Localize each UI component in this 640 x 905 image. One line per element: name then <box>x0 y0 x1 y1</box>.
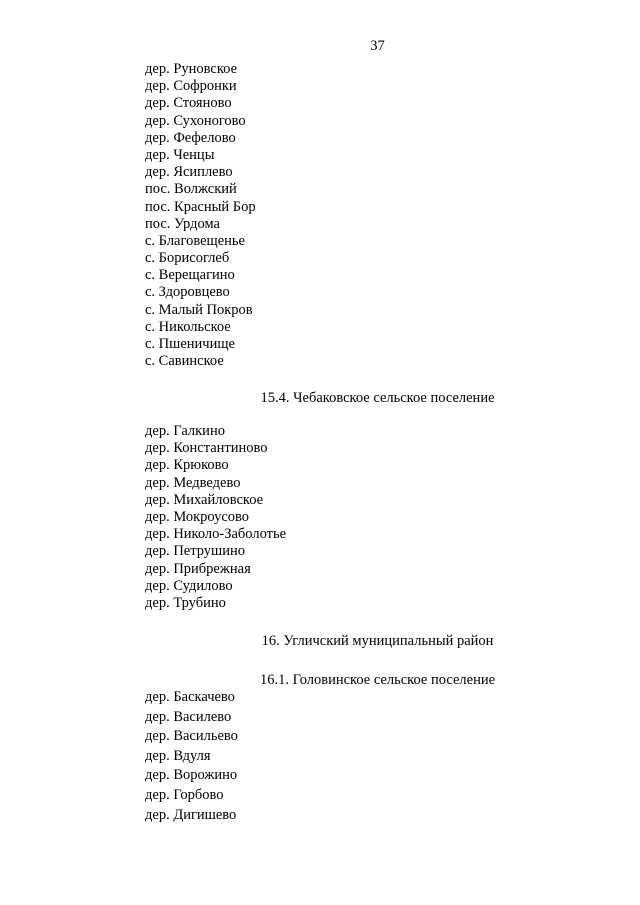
settlement-list-item: пос. Красный Бор <box>145 198 256 215</box>
settlement-list-item: дер. Медведево <box>145 474 241 491</box>
settlement-list-item: дер. Софронки <box>145 78 237 95</box>
settlement-list-item: дер. Дигишево <box>145 806 237 823</box>
section-heading-15-4: 15.4. Чебаковское сельское поселение <box>260 390 495 406</box>
settlement-list-item: дер. Николо-Заболотье <box>145 526 287 543</box>
settlement-list-item: дер. Вдуля <box>145 747 211 764</box>
settlement-list-section-15-3 <box>145 61 256 370</box>
settlement-list-item: с. Борисоглеб <box>145 250 230 267</box>
settlement-list-item: пос. Урдома <box>145 215 220 232</box>
settlement-list-item: с. Верещагино <box>145 267 235 284</box>
settlement-list-item: с. Благовещенье <box>145 232 245 249</box>
settlement-list-item: с. Никольское <box>145 318 231 335</box>
settlement-list-section-16-1 <box>145 688 238 825</box>
settlement-list-item: с. Малый Покров <box>145 301 253 318</box>
settlement-list-item: дер. Ченцы <box>145 146 215 163</box>
settlement-list-item: дер. Ясиплево <box>145 164 233 181</box>
settlement-list-item: дер. Трубино <box>145 594 226 611</box>
settlement-list-item: с. Здоровцево <box>145 284 230 301</box>
settlement-list-item: пос. Волжский <box>145 181 237 198</box>
settlement-list-item: дер. Судилово <box>145 577 233 594</box>
settlement-list-section-15-4 <box>145 423 286 612</box>
settlement-list-item: дер. Васильево <box>145 728 238 745</box>
section-heading-16: 16. Угличский муниципальный район <box>261 633 494 649</box>
settlement-list-item: дер. Крюково <box>145 457 229 474</box>
settlement-list-item: дер. Петрушино <box>145 543 245 560</box>
settlement-list-item: дер. Горбово <box>145 786 224 803</box>
settlement-list-item: дер. Прибрежная <box>145 560 251 577</box>
settlement-list-item: дер. Константиново <box>145 440 268 457</box>
section-heading-16-1: 16.1. Головинское сельское поселение <box>259 672 496 688</box>
settlement-list-item: дер. Василево <box>145 708 232 725</box>
settlement-list-item: с. Пшеничище <box>145 336 235 352</box>
settlement-list-item: дер. Руновское <box>145 61 238 77</box>
settlement-list-item: дер. Стояново <box>145 95 232 112</box>
settlement-list-item: дер. Ворожино <box>145 767 238 784</box>
settlement-list-item: дер. Михайловское <box>145 491 264 508</box>
settlement-list-item: с. Савинское <box>145 353 224 370</box>
page-number: 37 <box>370 38 385 54</box>
settlement-list-item: дер. Баскачево <box>145 689 235 705</box>
settlement-list-item: дер. Мокроусово <box>145 508 250 525</box>
settlement-list-item: дер. Галкино <box>145 423 225 439</box>
settlement-list-item: дер. Фефелово <box>145 129 236 146</box>
settlement-list-item: дер. Сухоногово <box>145 112 246 129</box>
